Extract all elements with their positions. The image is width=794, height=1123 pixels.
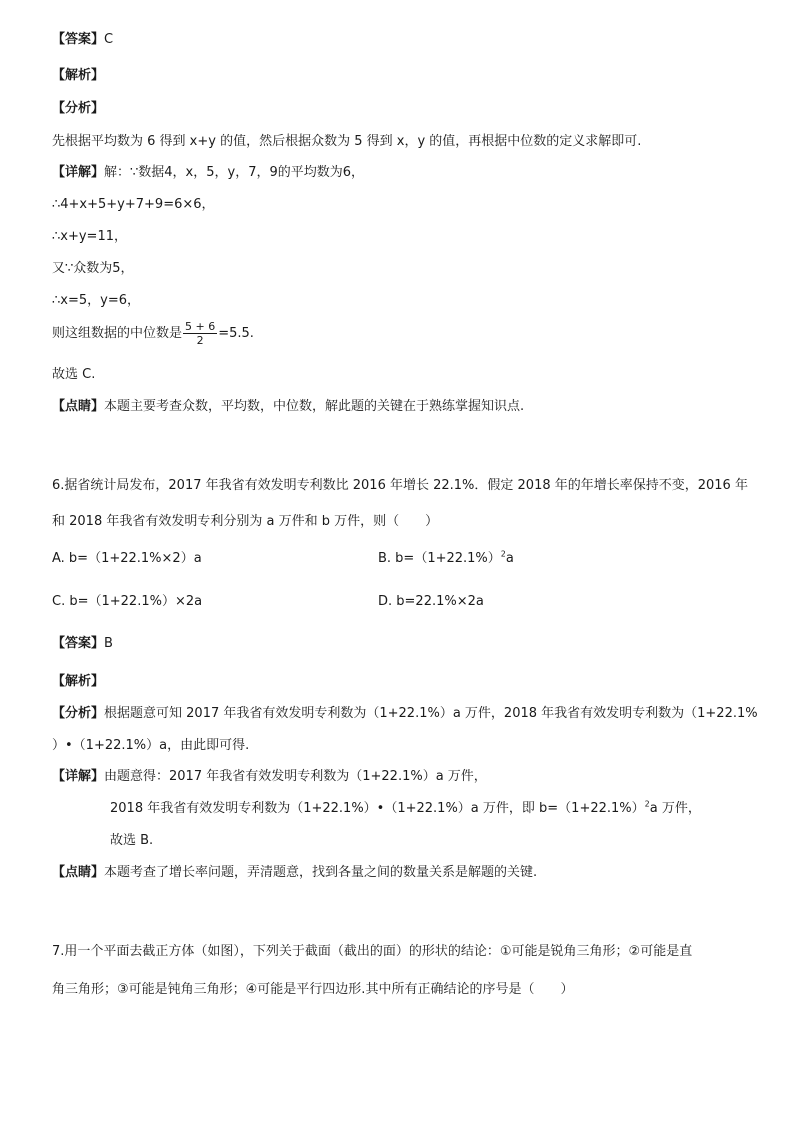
q6-fenxi-text1: 根据题意可知 2017 年我省有效发明专利数为（1+22.1%）a 万件，2018 年我省有效发明专利数为（1+22.1% — [104, 706, 758, 721]
q6-detail-line3: 故选 B. — [110, 833, 154, 848]
q6-answer: B — [104, 636, 113, 651]
q5-comment-tag: 【点睛】 — [52, 399, 105, 414]
q5-answer-line — [52, 31, 113, 49]
q7-stem-line2: 角三角形；③可能是钝角三角形；④可能是平行四边形.其中所有正确结论的序号是（ ） — [52, 982, 574, 997]
q6-option-a: A. b=（1+22.1%×2）a — [52, 551, 202, 566]
q6-comment-tag: 【点睛】 — [52, 865, 105, 880]
q6-detail-text1: 由题意得：2017 年我省有效发明专利数为（1+22.1%）a 万件， — [104, 769, 487, 784]
q5-step3: 又∵众数为5， — [52, 261, 134, 276]
q5-median-denominator: 2 — [196, 334, 204, 347]
q6-comment-line — [52, 864, 537, 882]
q6-detail-line2-sup: 2 — [644, 799, 650, 809]
q5-median-suffix: =5.5. — [218, 326, 254, 341]
q5-fenxi-text: 先根据平均数为 6 得到 x+y 的值，然后根据众数为 5 得到 x，y 的值，再根据中位数的定义求解即可. — [52, 134, 642, 149]
q5-fenxi-tag: 【分析】 — [52, 101, 105, 116]
q6-answer-line — [52, 635, 113, 653]
q6-detail-line2-post: a 万件， — [649, 801, 701, 816]
q5-detail-line — [52, 164, 364, 182]
q5-choose: 故选 C. — [52, 367, 96, 382]
q5-median-numerator: 5 + 6 — [185, 320, 216, 333]
q7-stem-line1: 7.用一个平面去截正方体（如图），下列关于截面（截出的面）的形状的结论：①可能是锐角三角形；②可能是直 — [52, 944, 693, 959]
q5-answer-tag: 【答案】 — [52, 32, 105, 47]
q6-answer-tag: 【答案】 — [52, 636, 105, 651]
q6-fenxi-line2: ）•（1+22.1%）a，由此即可得. — [52, 738, 250, 753]
q5-comment-text: 本题主要考查众数，平均数，中位数，解此题的关键在于熟练掌握知识点. — [104, 399, 525, 414]
q5-median-prefix: 则这组数据的中位数是 — [52, 326, 183, 341]
q6-fenxi-line1 — [52, 705, 758, 723]
q6-detail-line1 — [52, 768, 487, 786]
q6-option-d: D. b=22.1%×2a — [378, 594, 484, 609]
q6-stem-line1: 6.据省统计局发布，2017 年我省有效发明专利数比 2016 年增长 22.1%．假定 2018 年的年增长率保持不变，2016 年 — [52, 478, 748, 493]
q6-stem-line2: 和 2018 年我省有效发明专利分别为 a 万件和 b 万件，则（ ） — [52, 514, 439, 529]
q6-option-b — [378, 550, 514, 568]
q6-analysis-tag: 【解析】 — [52, 674, 105, 689]
q6-detail-line2-pre: 2018 年我省有效发明专利数为（1+22.1%）•（1+22.1%）a 万件，即 b=（1+22.1%） — [110, 801, 645, 816]
q6-option-c: C. b=（1+22.1%）×2a — [52, 594, 203, 609]
q6-fenxi-tag: 【分析】 — [52, 706, 105, 721]
q5-detail-tag: 【详解】 — [52, 165, 105, 180]
q6-option-b-pre: B. b=（1+22.1%） — [378, 551, 501, 566]
q5-detail-text: 解：∵数据4，x，5，y，7，9的平均数为6， — [104, 165, 365, 180]
q5-analysis-tag: 【解析】 — [52, 68, 105, 83]
q5-step2: ∴x+y=11， — [52, 229, 127, 244]
q5-comment-line — [52, 398, 524, 416]
q6-detail-line2 — [110, 800, 701, 818]
q5-step1: ∴4+x+5+y+7+9=6×6， — [52, 197, 215, 212]
q5-median-line — [52, 320, 254, 347]
q6-option-b-post: a — [505, 551, 514, 566]
q6-option-b-sup: 2 — [500, 549, 506, 559]
q5-median-fraction — [183, 320, 217, 347]
q5-step4: ∴x=5，y=6， — [52, 293, 140, 308]
q6-detail-tag: 【详解】 — [52, 769, 105, 784]
q6-comment-text: 本题考查了增长率问题，弄清题意，找到各量之间的数量关系是解题的关键. — [104, 865, 538, 880]
q5-answer: C — [104, 32, 114, 47]
